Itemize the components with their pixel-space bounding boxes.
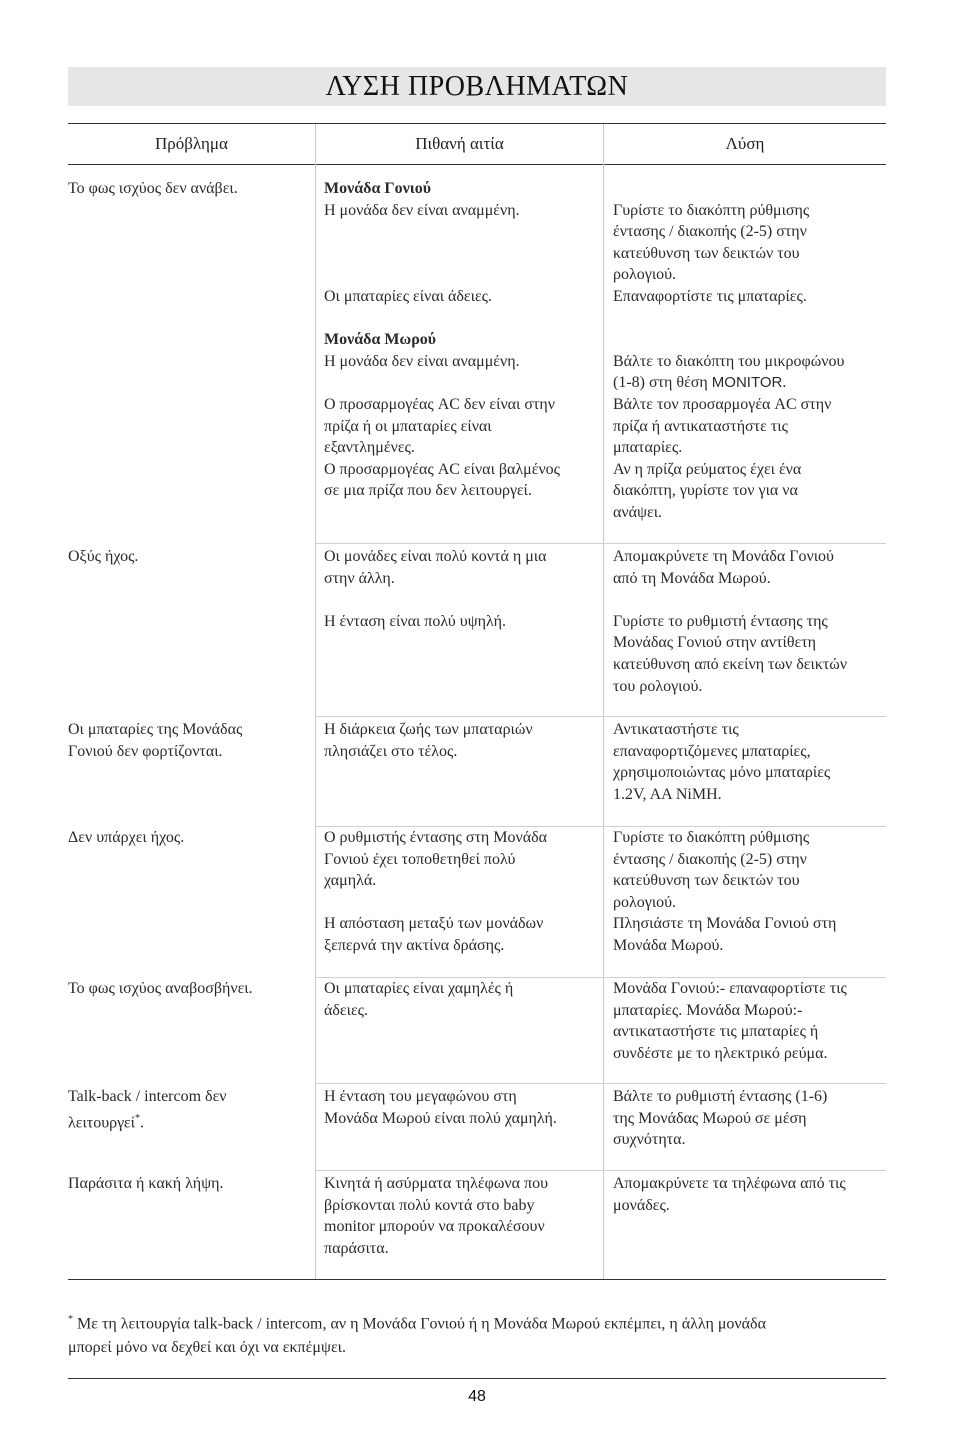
row3-problem: Οι μπαταρίες της Μονάδας Γονιού δεν φορτίζονται.: [68, 721, 243, 760]
row4-solution: Γυρίστε το διακόπτη ρύθμισης έντασης / διακοπής (2-5) στην κατεύθυνση των δεικτών του ρολογιού. Πλησιάστε τη Μονάδα Γονιού στη Μονάδα Μωρού.: [613, 829, 837, 954]
header-solution: Λύση: [725, 134, 765, 153]
row1-problem: Το φως ισχύος δεν ανάβει.: [68, 180, 238, 197]
baby-unit-heading: Μονάδα Μωρού: [324, 331, 437, 349]
header-cause: Πιθανή αιτία: [415, 134, 504, 153]
row5-cause: Οι μπαταρίες είναι χαμηλές ή άδειες.: [324, 980, 514, 1019]
row7-problem: Παράσιτα ή κακή λήψη.: [68, 1175, 224, 1192]
row4-problem: Δεν υπάρχει ήχος.: [68, 829, 185, 846]
footnote: * Με τη λειτουργία talk-back / intercom, αν η Μονάδα Γονιού ή η Μονάδα Μωρού εκπέμπει, η άλλη μονάδα μπορεί μόνο να δεχθεί και όχι να εκπέμψει.: [68, 1314, 766, 1357]
row-separator: [315, 543, 886, 544]
row-separator: [315, 1170, 886, 1171]
footnote-mark: *: [68, 1314, 73, 1325]
column-divider: [315, 124, 316, 1279]
monitor-label: MONITOR: [711, 374, 783, 392]
row2-solution: Απομακρύνετε τη Μονάδα Γονιού από τη Μονάδα Μωρού. Γυρίστε το ρυθμιστή έντασης της Μονάδας Γονιού στην αντίθετη κατεύθυνση από εκείνη των δεικτών του ρολογιού.: [613, 548, 848, 695]
row1-solution: Γυρίστε το διακόπτη ρύθμισης έντασης / διακοπής (2-5) στην κατεύθυνση των δεικτών του ρολογιού. Επαναφορτίστε τις μπαταρίες. Βάλτε το διακόπτη του μικροφώνου (1-8) στη θέση MONITOR. Βάλτε τον προσαρμογέα AC στην πρίζα ή αντικαταστήστε τις μπαταρίες. Αν η πρίζα ρεύματος έχει ένα διακόπτη, γυρίστε τον για να ανάψει.: [613, 201, 845, 521]
table-bottom-rule: [68, 1279, 886, 1280]
column-divider: [603, 124, 604, 1279]
header-bottom-rule: [68, 164, 886, 165]
title-bar: [68, 67, 886, 106]
row3-solution: Αντικαταστήστε τις επαναφορτιζόμενες μπαταρίες, χρησιμοποιώντας μόνο μπαταρίες 1.2V, AA NiMH.: [613, 721, 831, 803]
row3-cause: Η διάρκεια ζωής των μπαταριών πλησιάζει στο τέλος.: [324, 721, 533, 760]
row6-problem: Talk-back / intercom δεν λειτουργεί*.: [68, 1088, 227, 1131]
row-separator: [315, 716, 886, 717]
row2-problem: Οξύς ήχος.: [68, 548, 139, 565]
footnote-marker: *: [134, 1112, 140, 1124]
footer-rule: [68, 1378, 886, 1379]
row2-cause: Οι μονάδες είναι πολύ κοντά η μια στην άλλη. Η ένταση είναι πολύ υψηλή.: [324, 548, 547, 630]
page-title: ΛΥΣΗ ΠΡΟΒΛΗΜΑΤΩΝ: [325, 71, 629, 102]
row7-solution: Απομακρύνετε τα τηλέφωνα από τις μονάδες.: [613, 1175, 846, 1214]
row7-cause: Κινητά ή ασύρματα τηλέφωνα που βρίσκονται πολύ κοντά στο baby monitor μπορούν να προκαλέσουν παράσιτα.: [324, 1175, 548, 1257]
page-number: 48: [468, 1388, 486, 1405]
row-separator: [315, 1083, 886, 1084]
row6-solution: Βάλτε το ρυθμιστή έντασης (1-6) της Μονάδας Μωρού σε μέση συχνότητα.: [613, 1088, 828, 1149]
row5-problem: Το φως ισχύος αναβοσβήνει.: [68, 980, 253, 997]
parent-unit-heading: Μονάδα Γονιού: [324, 180, 432, 197]
row1-cause: Μονάδα Γονιού Η μονάδα δεν είναι αναμμένη. Οι μπαταρίες είναι άδειες. Μονάδα Μωρού Η μονάδα δεν είναι αναμμένη. Ο προσαρμογέας AC δεν είναι στην πρίζα ή οι μπαταρίες είναι εξαντλημένες. Ο προσαρμογέας AC είναι βαλμένος σε μια πρίζα που δεν λειτουργεί.: [324, 178, 600, 502]
row6-cause: Η ένταση του μεγαφώνου στη Μονάδα Μωρού είναι πολύ χαμηλή.: [324, 1088, 557, 1127]
row5-solution: Μονάδα Γονιού:- επαναφορτίστε τις μπαταρίες. Μονάδα Μωρού:- αντικαταστήστε τις μπαταρίες ή συνδέστε με το ηλεκτρικό ρεύμα.: [613, 980, 847, 1062]
header-problem: Πρόβλημα: [155, 134, 228, 153]
row4-cause: Ο ρυθμιστής έντασης στη Μονάδα Γονιού έχει τοποθετηθεί πολύ χαμηλά. Η απόσταση μεταξύ των μονάδων ξεπερνά την ακτίνα δράσης.: [324, 829, 548, 954]
